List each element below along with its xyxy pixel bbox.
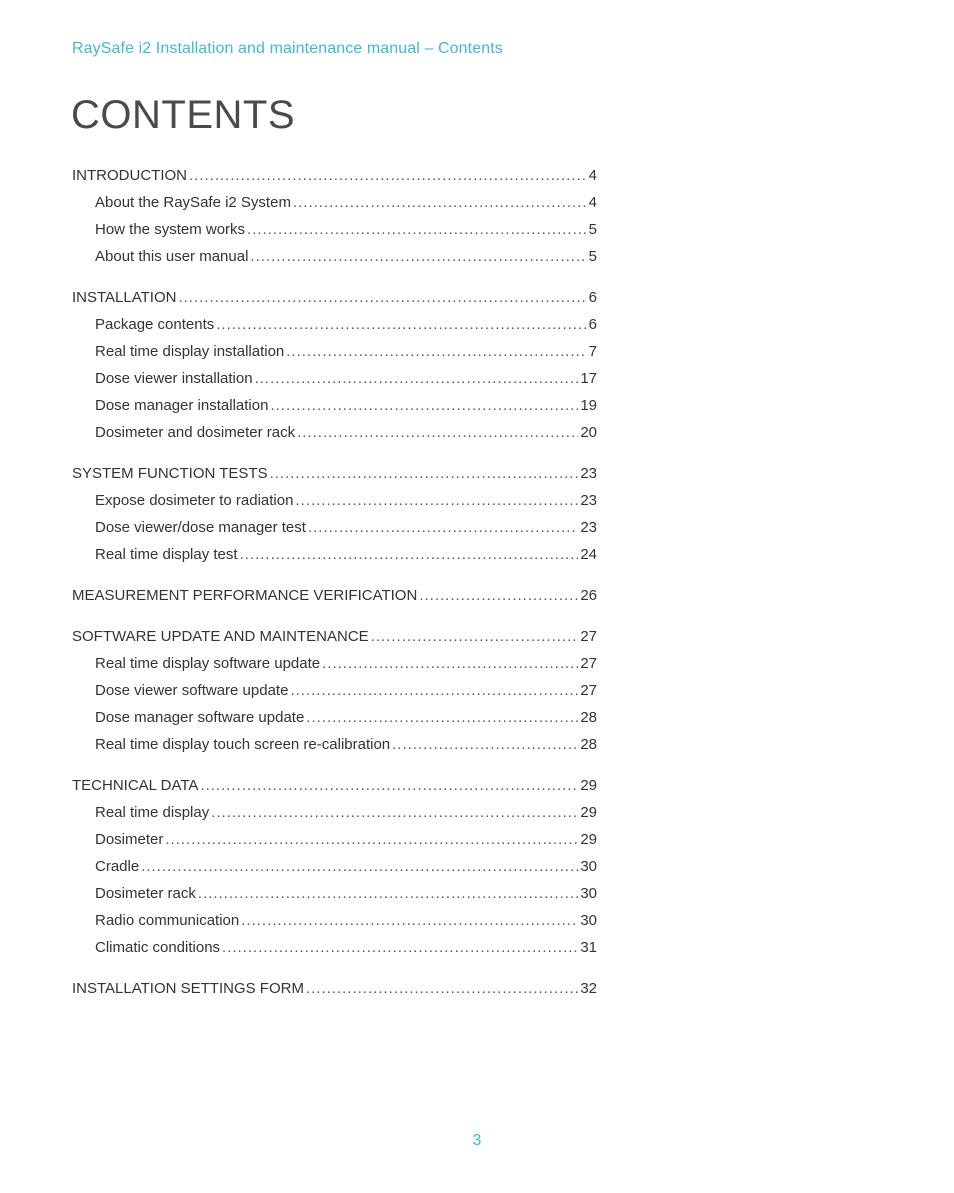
toc-entry-label: How the system works: [95, 221, 246, 238]
toc-entry-label: Climatic conditions: [95, 939, 221, 956]
toc-entry-label: MEASUREMENT PERFORMANCE VERIFICATION: [72, 587, 418, 604]
toc-entry[interactable]: [72, 650, 597, 677]
toc-entry[interactable]: [72, 934, 597, 961]
toc-entry-page: 27: [580, 682, 597, 699]
toc-dot-leader: [306, 704, 578, 731]
toc-entry-label: Expose dosimeter to radiation: [95, 492, 294, 509]
toc-entry[interactable]: [72, 853, 597, 880]
toc-entry-page: 32: [580, 980, 597, 997]
toc-entry-label: About the RaySafe i2 System: [95, 194, 291, 211]
toc-dot-leader: [189, 162, 587, 189]
toc-entry-page: 28: [580, 736, 597, 753]
toc-dot-leader: [216, 311, 586, 338]
toc-dot-leader: [198, 880, 578, 907]
toc-dot-leader: [371, 623, 579, 650]
table-of-contents: [72, 162, 597, 1016]
toc-entry-page: 27: [580, 628, 597, 645]
toc-entry[interactable]: [72, 365, 597, 392]
toc-dot-leader: [392, 731, 578, 758]
toc-entry-page: 29: [580, 804, 597, 821]
toc-entry[interactable]: [72, 189, 597, 216]
toc-dot-leader: [295, 487, 578, 514]
toc-entry-page: 30: [580, 885, 597, 902]
toc-entry-page: 31: [580, 939, 597, 956]
toc-dot-leader: [240, 541, 579, 568]
toc-entry[interactable]: [72, 514, 597, 541]
toc-entry-page: 4: [588, 194, 597, 211]
toc-dot-leader: [141, 853, 578, 880]
toc-entry-label: Dosimeter and dosimeter rack: [95, 424, 296, 441]
toc-entry-label: Real time display: [95, 804, 210, 821]
toc-entry-label: SYSTEM FUNCTION TESTS: [72, 465, 268, 482]
toc-entry-label: Real time display touch screen re-calibration: [95, 736, 391, 753]
toc-entry[interactable]: [72, 243, 597, 270]
toc-entry-page: 26: [580, 587, 597, 604]
toc-entry-page: 30: [580, 912, 597, 929]
toc-section: [72, 284, 597, 446]
toc-entry[interactable]: [72, 880, 597, 907]
toc-section-heading[interactable]: [72, 772, 597, 799]
toc-entry-label: Cradle: [95, 858, 140, 875]
toc-dot-leader: [247, 216, 587, 243]
toc-dot-leader: [165, 826, 578, 853]
toc-dot-leader: [297, 419, 578, 446]
toc-entry[interactable]: [72, 392, 597, 419]
toc-entry-page: 5: [588, 248, 597, 265]
toc-entry-page: 23: [580, 465, 597, 482]
toc-entry[interactable]: [72, 311, 597, 338]
toc-entry-label: Radio communication: [95, 912, 240, 929]
toc-entry-page: 6: [588, 316, 597, 333]
toc-entry-label: Real time display software update: [95, 655, 321, 672]
toc-entry-label: Dose viewer/dose manager test: [95, 519, 306, 536]
toc-dot-leader: [293, 189, 587, 216]
toc-dot-leader: [290, 677, 578, 704]
toc-section-heading[interactable]: [72, 623, 597, 650]
toc-entry-page: 24: [580, 546, 597, 563]
toc-dot-leader: [286, 338, 586, 365]
toc-section: [72, 460, 597, 568]
toc-dot-leader: [250, 243, 586, 270]
toc-section-heading[interactable]: [72, 460, 597, 487]
toc-entry[interactable]: [72, 541, 597, 568]
toc-entry-page: 23: [580, 492, 597, 509]
toc-entry-label: INSTALLATION SETTINGS FORM: [72, 980, 304, 997]
running-header: RaySafe i2 Installation and maintenance manual – Contents: [72, 40, 503, 57]
toc-entry-label: About this user manual: [95, 248, 249, 265]
toc-entry[interactable]: [72, 487, 597, 514]
toc-section: [72, 582, 597, 609]
toc-dot-leader: [419, 582, 578, 609]
toc-entry-label: Dose manager installation: [95, 397, 269, 414]
toc-entry[interactable]: [72, 338, 597, 365]
toc-section-heading[interactable]: [72, 582, 597, 609]
toc-entry-label: Dosimeter rack: [95, 885, 196, 902]
toc-entry-label: Dose viewer software update: [95, 682, 289, 699]
toc-section: [72, 772, 597, 961]
toc-entry[interactable]: [72, 907, 597, 934]
toc-entry-page: 5: [588, 221, 597, 238]
toc-section-heading[interactable]: [72, 284, 597, 311]
toc-entry[interactable]: [72, 799, 597, 826]
toc-entry-label: Dose viewer installation: [95, 370, 253, 387]
toc-entry-label: INSTALLATION: [72, 289, 177, 306]
toc-dot-leader: [270, 392, 578, 419]
toc-entry-label: Real time display test: [95, 546, 238, 563]
toc-section: [72, 975, 597, 1002]
toc-entry-page: 27: [580, 655, 597, 672]
toc-section: [72, 162, 597, 270]
toc-entry-label: TECHNICAL DATA: [72, 777, 199, 794]
toc-section-heading[interactable]: [72, 975, 597, 1002]
toc-entry-page: 6: [588, 289, 597, 306]
toc-entry-page: 28: [580, 709, 597, 726]
toc-dot-leader: [255, 365, 579, 392]
toc-entry-label: INTRODUCTION: [72, 167, 187, 184]
toc-entry-label: Dose manager software update: [95, 709, 305, 726]
toc-entry-label: SOFTWARE UPDATE AND MAINTENANCE: [72, 628, 369, 645]
toc-entry-page: 30: [580, 858, 597, 875]
page-title: CONTENTS: [71, 93, 295, 137]
toc-dot-leader: [306, 975, 578, 1002]
toc-dot-leader: [241, 907, 578, 934]
toc-entry-page: 17: [580, 370, 597, 387]
toc-entry[interactable]: [72, 731, 597, 758]
toc-entry-page: 19: [580, 397, 597, 414]
toc-entry-page: 7: [588, 343, 597, 360]
toc-dot-leader: [200, 772, 578, 799]
toc-entry[interactable]: [72, 704, 597, 731]
toc-dot-leader: [322, 650, 578, 677]
toc-dot-leader: [211, 799, 578, 826]
toc-entry-page: 4: [588, 167, 597, 184]
toc-dot-leader: [308, 514, 578, 541]
toc-entry[interactable]: [72, 826, 597, 853]
toc-entry-page: 20: [580, 424, 597, 441]
toc-entry-page: 29: [580, 831, 597, 848]
toc-section-heading[interactable]: [72, 162, 597, 189]
toc-entry-label: Package contents: [95, 316, 215, 333]
toc-entry-page: 29: [580, 777, 597, 794]
page-number: 3: [472, 1132, 482, 1149]
toc-dot-leader: [178, 284, 586, 311]
toc-section: [72, 623, 597, 758]
toc-entry-page: 23: [580, 519, 597, 536]
toc-entry-label: Real time display installation: [95, 343, 285, 360]
toc-dot-leader: [222, 934, 578, 961]
toc-entry[interactable]: [72, 677, 597, 704]
toc-entry[interactable]: [72, 216, 597, 243]
toc-entry-label: Dosimeter: [95, 831, 164, 848]
toc-entry[interactable]: [72, 419, 597, 446]
toc-dot-leader: [270, 460, 579, 487]
